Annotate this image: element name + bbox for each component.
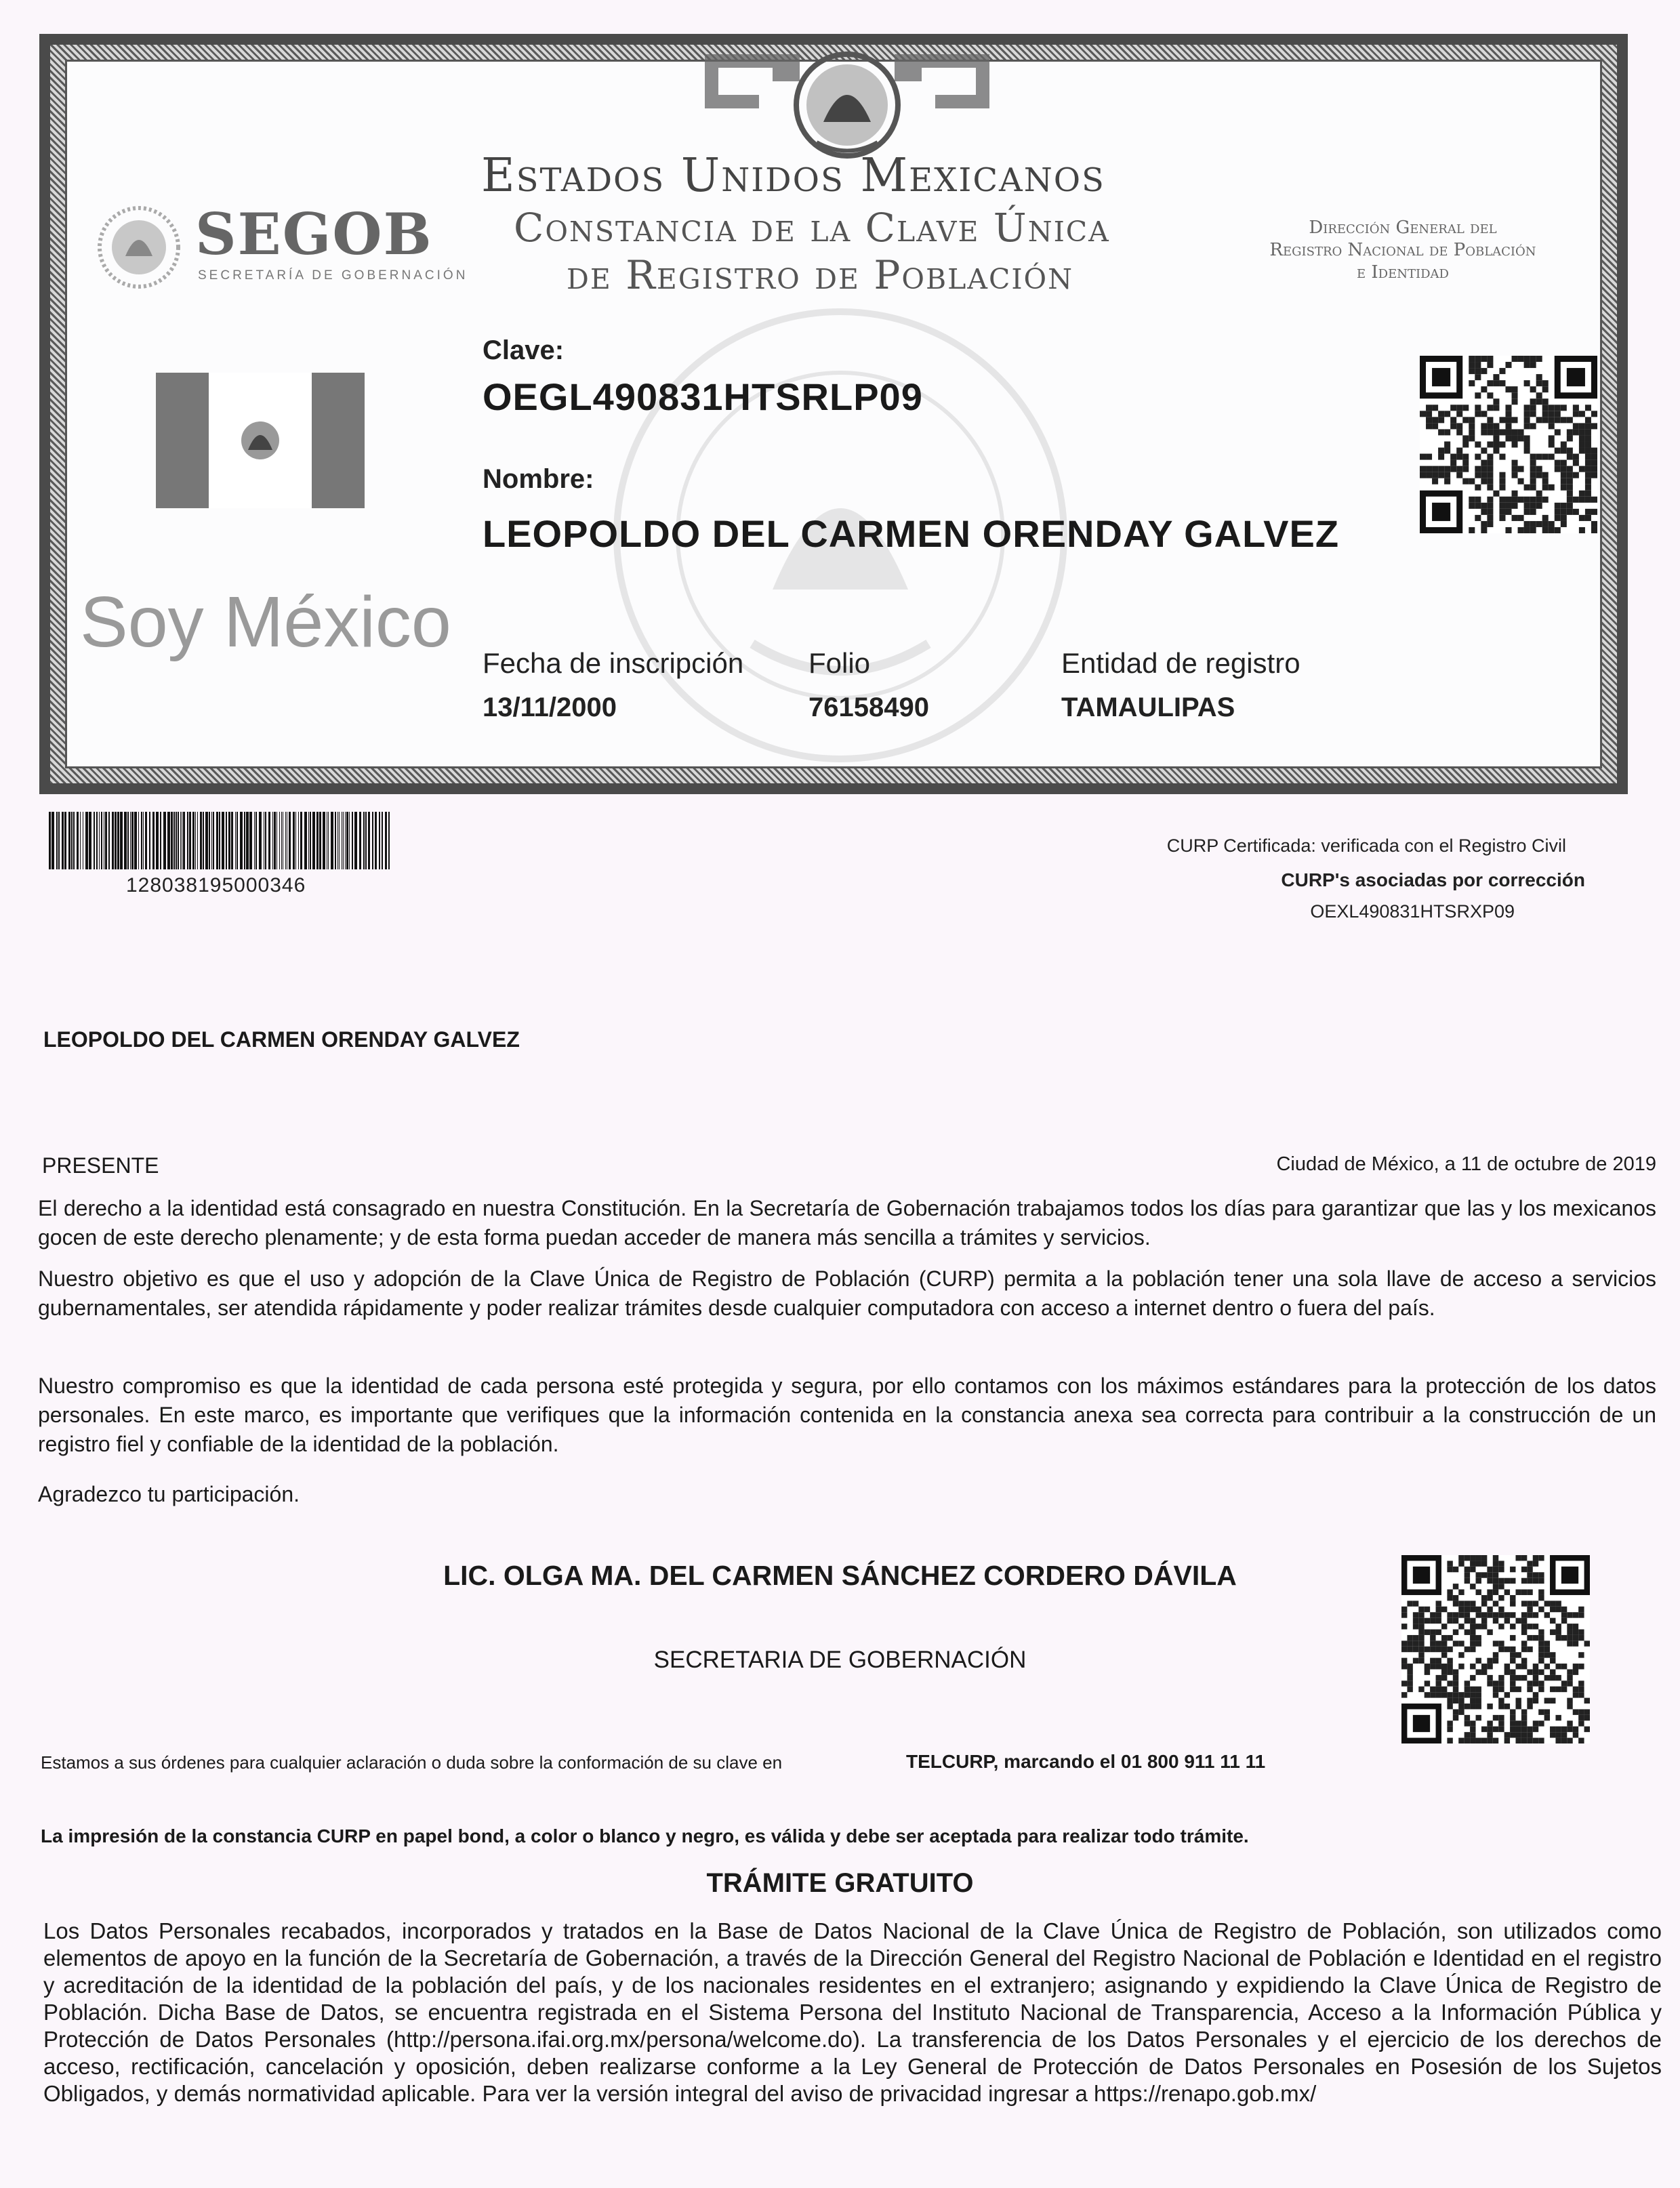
contact-text: Estamos a sus órdenes para cualquier aclaración o duda sobre la conformación de su clave en — [41, 1752, 783, 1773]
privacy-notice: Los Datos Personales recabados, incorporados y tratados en la Base de Datos Nacional de la Clave Única de Registro de Población, son utilizados como elementos de apoyo en la función de la Secretaría de Gobernación, a través de la Dirección General del Registro Nacional de Población e Identidad en el registro y acreditación de la identidad de la población del país, y de los nacionales residentes en el extranjero; asignando y expidiendo la Clave Única de Registro de Población. Dicha Base de Datos, se encuentra registrada en el Sistema Persona del Instituto Nacional de Transparencia, Acceso a la Información Pública y Protección de Datos Personales (http://persona.ifai.org.mx/persona/welcome.do). La transferencia de los Datos Personales y el ejercicio de los derechos de acceso, rectificación, cancelación y oposición, deben realizarse conforme a la Ley General de Protección de Datos Personales en Posesión de los Sujetos Obligados, y demás normatividad aplicable. Para ver la versión integral del aviso de privacidad ingresar a https://renapo.gob.mx/ — [43, 1918, 1662, 2106]
nombre-value: LEOPOLDO DEL CARMEN ORENDAY GALVEZ — [483, 512, 1340, 555]
folio-value: 76158490 — [808, 693, 929, 722]
barcode-icon — [49, 812, 394, 869]
signer-title-text: SECRETARIA DE GOBERNACIÓN — [653, 1647, 1027, 1673]
addressee-name: LEOPOLDO DEL CARMEN ORENDAY GALVEZ — [43, 1027, 520, 1052]
signer-name-text: LIC. OLGA MA. DEL CARMEN SÁNCHEZ CORDERO DÁVILA — [443, 1560, 1237, 1591]
direction-general-label — [1220, 217, 1586, 284]
paragraph-thanks: Agradezco tu participación. — [38, 1482, 300, 1506]
entidad-registro-value: TAMAULIPAS — [1061, 693, 1235, 722]
qr-code-icon — [1401, 1555, 1590, 1743]
associated-curp-label: CURP's asociadas por corrección — [1281, 869, 1585, 890]
slogan-soy-mexico: Soy México — [80, 582, 451, 662]
segob-emblem-icon — [95, 203, 183, 291]
direction-line3: e Identidad — [1357, 262, 1449, 283]
curp-certified-status: CURP Certificada: verificada con el Registro Civil — [1166, 835, 1566, 856]
telcurp-phone: TELCURP, marcando el 01 800 911 11 11 — [906, 1751, 1266, 1772]
document-title-line1: Estados Unidos Mexicanos — [481, 149, 1105, 203]
barcode-number: 128038195000346 — [126, 874, 306, 896]
document-title-line2: Constancia de la Clave Única — [514, 205, 1110, 251]
segob-logo-text: SEGOB — [195, 201, 433, 268]
paragraph-commitment: Nuestro compromiso es que la identidad de cada persona esté protegida y segura, por ello contamos con los máximos estándares para la protección de los datos personales. En este marco, es importante que verifiques que la información contenida en la constancia anexa sea correcta para contribuir a la construcción de un registro fiel y confiable de la identidad de la población. — [38, 1374, 1656, 1456]
document-title-line3: de Registro de Población — [567, 252, 1074, 298]
nombre-label: Nombre: — [483, 464, 594, 494]
segob-subtitle: SECRETARÍA DE GOBERNACIÓN — [198, 268, 468, 283]
city-date: Ciudad de México, a 11 de octubre de 2019 — [1276, 1153, 1656, 1175]
qr-code-icon — [1420, 356, 1597, 533]
direction-line2: Registro Nacional de Población — [1269, 240, 1536, 260]
presente-label: PRESENTE — [42, 1153, 159, 1178]
validity-notice: La impresión de la constancia CURP en papel bond, a color o blanco y negro, es válida y debe ser aceptada para realizar todo trámite. — [41, 1825, 1249, 1846]
direction-line1: Dirección General del — [1309, 218, 1497, 238]
folio-label: Folio — [808, 647, 871, 679]
paragraph-objective: Nuestro objetivo es que el uso y adopción de la Clave Única de Registro de Población (CURP) permita a la población tener una sola llave de acceso a servicios gubernamentales, ser atendida rápidamente y poder realizar trámites desde cualquier computadora con acceso a internet dentro o fuera del país. — [38, 1266, 1656, 1320]
paragraph-identity: El derecho a la identidad está consagrado en nuestra Constitución. En la Secretaría de Gobernación trabajamos todos los días para garantizar que las y los mexicanos gocen de este derecho plenamente; y de esta forma puedan acceder de manera más sencilla a trámites y servicios. — [38, 1196, 1656, 1250]
fecha-inscripcion-label: Fecha de inscripción — [483, 647, 744, 679]
associated-curp-value: OEXL490831HTSRXP09 — [1310, 901, 1515, 922]
fecha-inscripcion-value: 13/11/2000 — [483, 693, 617, 722]
free-procedure-title: TRÁMITE GRATUITO — [706, 1868, 974, 1898]
clave-label: Clave: — [483, 335, 565, 365]
clave-value: OEGL490831HTSRLP09 — [483, 375, 923, 418]
entidad-registro-label: Entidad de registro — [1061, 647, 1300, 679]
flag-icon — [156, 373, 365, 508]
